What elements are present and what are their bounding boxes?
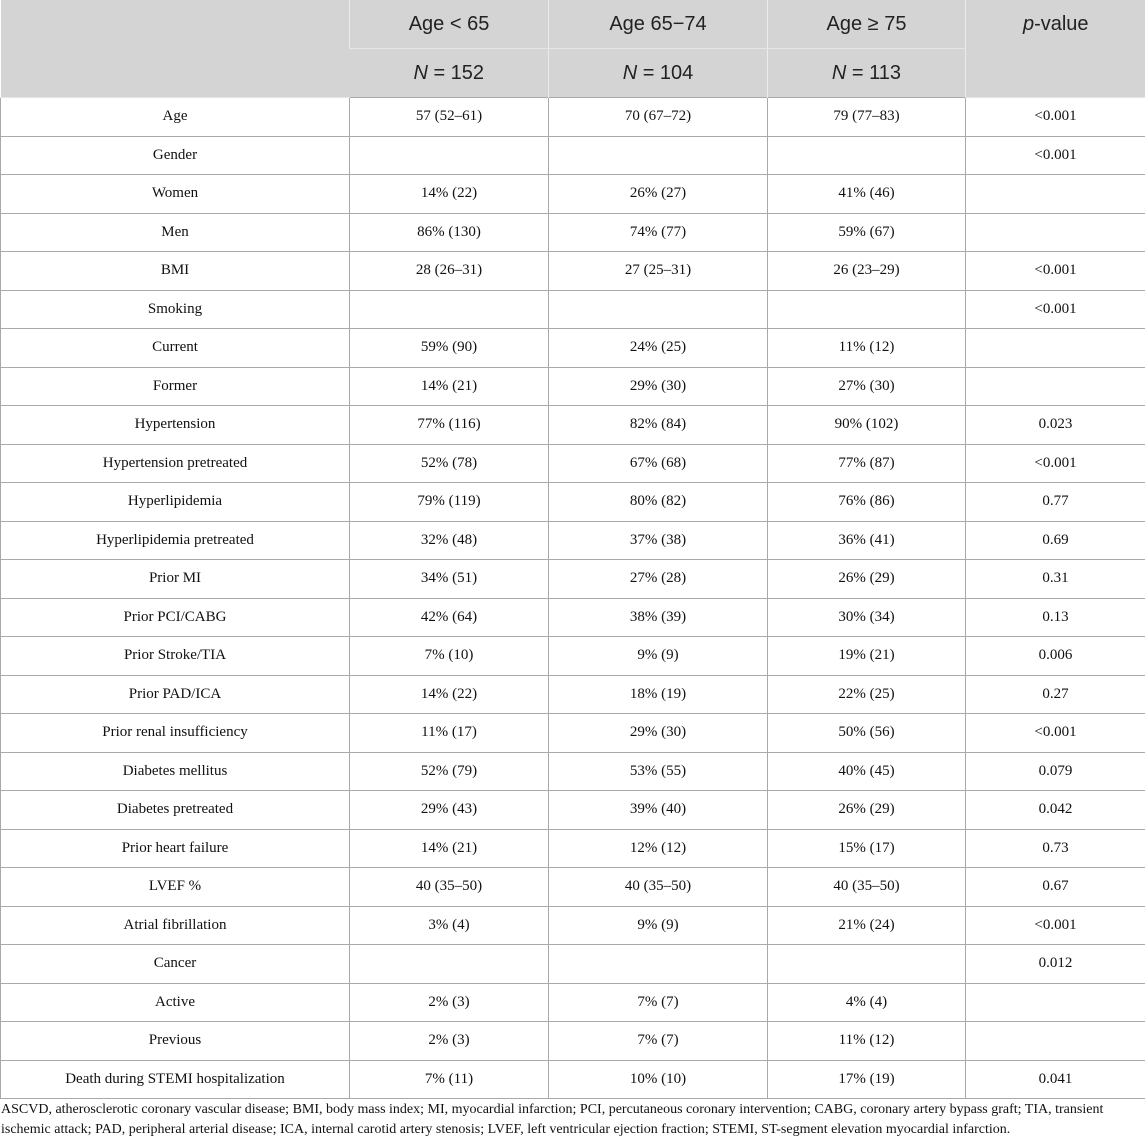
header-group-2: Age 65−74	[549, 0, 768, 49]
age-65-74-cell: 27% (28)	[549, 560, 768, 599]
row-label-cell: Former	[1, 367, 350, 406]
row-label-cell: Men	[1, 213, 350, 252]
age-75-plus-cell: 90% (102)	[768, 406, 966, 445]
row-label-cell: Prior heart failure	[1, 829, 350, 868]
row-label-cell: Current	[1, 329, 350, 368]
age-under-65-cell: 14% (22)	[350, 175, 549, 214]
p-value-cell: <0.001	[966, 136, 1145, 175]
age-65-74-cell: 82% (84)	[549, 406, 768, 445]
p-value-cell: 0.041	[966, 1060, 1145, 1099]
age-75-plus-cell: 17% (19)	[768, 1060, 966, 1099]
table-row	[1, 560, 1145, 599]
age-under-65-cell: 79% (119)	[350, 483, 549, 522]
age-75-plus-cell: 50% (56)	[768, 714, 966, 753]
table-row	[1, 1060, 1145, 1099]
p-value-cell	[966, 213, 1145, 252]
row-label-cell: Hypertension pretreated	[1, 444, 350, 483]
p-value-cell: 0.69	[966, 521, 1145, 560]
row-label-cell: Prior Stroke/TIA	[1, 637, 350, 676]
age-under-65-cell	[350, 290, 549, 329]
age-65-74-cell: 40 (35–50)	[549, 868, 768, 907]
row-label-cell: Atrial fibrillation	[1, 906, 350, 945]
table-row	[1, 367, 1145, 406]
p-value-cell: 0.67	[966, 868, 1145, 907]
age-under-65-cell: 7% (11)	[350, 1060, 549, 1099]
table-row	[1, 136, 1145, 175]
table-footnote: ASCVD, atherosclerotic coronary vascular disease; BMI, body mass index; MI, myocardial infarction; PCI, percutaneous coronary intervention; CABG, coronary artery bypass graft; TIA, transient ischemic attack; PAD, peripheral arterial disease; ICA, internal carotid artery stenosis; LVEF, left ventricular ejection fraction; STEMI, ST-segment elevation myocardial infarction.	[1, 1102, 1104, 1137]
p-value-cell: <0.001	[966, 98, 1145, 137]
table-row	[1, 406, 1145, 445]
age-65-74-cell: 12% (12)	[549, 829, 768, 868]
age-75-plus-cell: 11% (12)	[768, 329, 966, 368]
age-75-plus-cell: 77% (87)	[768, 444, 966, 483]
row-label-cell: Hyperlipidemia	[1, 483, 350, 522]
row-label-cell: Age	[1, 98, 350, 137]
table-header	[1, 0, 1145, 98]
age-65-74-cell: 67% (68)	[549, 444, 768, 483]
age-75-plus-cell: 30% (34)	[768, 598, 966, 637]
age-under-65-cell: 59% (90)	[350, 329, 549, 368]
table-row	[1, 444, 1145, 483]
table-row	[1, 98, 1145, 137]
n-symbol: N	[413, 61, 428, 84]
p-value-cell	[966, 329, 1145, 368]
header-group-3: Age ≥ 75	[768, 0, 966, 49]
row-label-cell: BMI	[1, 252, 350, 291]
table-row	[1, 714, 1145, 753]
age-under-65-cell: 57 (52–61)	[350, 98, 549, 137]
p-value-cell: 0.77	[966, 483, 1145, 522]
age-under-65-cell: 32% (48)	[350, 521, 549, 560]
age-65-74-cell: 7% (7)	[549, 1022, 768, 1061]
row-label-cell: Previous	[1, 1022, 350, 1061]
p-value-cell: 0.042	[966, 791, 1145, 830]
table-row	[1, 829, 1145, 868]
table-row	[1, 329, 1145, 368]
age-75-plus-cell	[768, 945, 966, 984]
age-65-74-cell: 24% (25)	[549, 329, 768, 368]
age-65-74-cell: 29% (30)	[549, 714, 768, 753]
age-under-65-cell: 2% (3)	[350, 983, 549, 1022]
table-row	[1, 598, 1145, 637]
table-row	[1, 213, 1145, 252]
p-value-cell: 0.31	[966, 560, 1145, 599]
table-row	[1, 637, 1145, 676]
age-65-74-cell: 26% (27)	[549, 175, 768, 214]
age-75-plus-cell: 79 (77–83)	[768, 98, 966, 137]
p-value-cell: <0.001	[966, 714, 1145, 753]
row-label-cell: Cancer	[1, 945, 350, 984]
table-row	[1, 1022, 1145, 1061]
p-value-cell: <0.001	[966, 252, 1145, 291]
p-value-cell: 0.006	[966, 637, 1145, 676]
age-under-65-cell: 11% (17)	[350, 714, 549, 753]
row-label-cell: Prior PCI/CABG	[1, 598, 350, 637]
age-75-plus-cell: 40 (35–50)	[768, 868, 966, 907]
header-group-1: Age < 65	[350, 0, 549, 49]
p-value-cell: <0.001	[966, 906, 1145, 945]
n-value: = 104	[637, 61, 694, 84]
age-75-plus-cell: 22% (25)	[768, 675, 966, 714]
age-75-plus-cell: 26% (29)	[768, 560, 966, 599]
p-value-cell	[966, 367, 1145, 406]
p-value-cell: 0.13	[966, 598, 1145, 637]
row-label-cell: Hypertension	[1, 406, 350, 445]
row-label-cell: Active	[1, 983, 350, 1022]
age-under-65-cell	[350, 945, 549, 984]
age-under-65-cell: 7% (10)	[350, 637, 549, 676]
header-corner-cell	[1, 0, 350, 98]
p-value-cell	[966, 983, 1145, 1022]
header-row-groups	[1, 0, 1145, 49]
n-value: = 152	[427, 61, 485, 84]
p-value-cell: 0.27	[966, 675, 1145, 714]
age-under-65-cell: 14% (22)	[350, 675, 549, 714]
pvalue-italic-p: p	[1022, 13, 1035, 35]
row-label-cell: Women	[1, 175, 350, 214]
row-label-cell: Smoking	[1, 290, 350, 329]
age-65-74-cell: 53% (55)	[549, 752, 768, 791]
age-75-plus-cell: 19% (21)	[768, 637, 966, 676]
age-75-plus-cell: 11% (12)	[768, 1022, 966, 1061]
table-row	[1, 752, 1145, 791]
age-75-plus-cell: 59% (67)	[768, 213, 966, 252]
age-65-74-cell: 7% (7)	[549, 983, 768, 1022]
p-value-cell	[966, 1022, 1145, 1061]
age-under-65-cell: 34% (51)	[350, 560, 549, 599]
age-65-74-cell: 38% (39)	[549, 598, 768, 637]
n-value: = 113	[846, 61, 902, 84]
header-n-2	[549, 49, 768, 98]
header-n-1	[350, 49, 549, 98]
row-label-cell: Prior PAD/ICA	[1, 675, 350, 714]
age-75-plus-cell: 41% (46)	[768, 175, 966, 214]
age-75-plus-cell: 76% (86)	[768, 483, 966, 522]
row-label-cell: Death during STEMI hospitalization	[1, 1060, 350, 1099]
age-65-74-cell: 9% (9)	[549, 906, 768, 945]
p-value-cell: 0.023	[966, 406, 1145, 445]
age-75-plus-cell: 26% (29)	[768, 791, 966, 830]
age-65-74-cell: 10% (10)	[549, 1060, 768, 1099]
age-75-plus-cell: 26 (23–29)	[768, 252, 966, 291]
row-label-cell: Prior renal insufficiency	[1, 714, 350, 753]
p-value-cell	[966, 175, 1145, 214]
age-under-65-cell: 42% (64)	[350, 598, 549, 637]
age-65-74-cell: 80% (82)	[549, 483, 768, 522]
n-symbol: N	[831, 61, 847, 84]
header-n-3	[768, 49, 966, 98]
p-value-cell: <0.001	[966, 444, 1145, 483]
age-75-plus-cell: 27% (30)	[768, 367, 966, 406]
age-under-65-cell: 52% (79)	[350, 752, 549, 791]
row-label-cell: Diabetes mellitus	[1, 752, 350, 791]
age-65-74-cell: 70 (67–72)	[549, 98, 768, 137]
age-under-65-cell: 14% (21)	[350, 367, 549, 406]
table-body	[1, 98, 1145, 1099]
table-row	[1, 791, 1145, 830]
age-65-74-cell: 9% (9)	[549, 637, 768, 676]
table-row	[1, 175, 1145, 214]
age-under-65-cell: 86% (130)	[350, 213, 549, 252]
age-75-plus-cell: 15% (17)	[768, 829, 966, 868]
age-75-plus-cell: 4% (4)	[768, 983, 966, 1022]
age-65-74-cell: 39% (40)	[549, 791, 768, 830]
age-under-65-cell: 52% (78)	[350, 444, 549, 483]
n-symbol: N	[622, 61, 638, 84]
age-65-74-cell: 18% (19)	[549, 675, 768, 714]
age-under-65-cell: 40 (35–50)	[350, 868, 549, 907]
age-65-74-cell: 29% (30)	[549, 367, 768, 406]
p-value-cell: 0.079	[966, 752, 1145, 791]
table-row	[1, 868, 1145, 907]
row-label-cell: Hyperlipidemia pretreated	[1, 521, 350, 560]
table-row	[1, 290, 1145, 329]
age-65-74-cell	[549, 136, 768, 175]
table-row	[1, 252, 1145, 291]
row-label-cell: Gender	[1, 136, 350, 175]
age-75-plus-cell	[768, 136, 966, 175]
table-row	[1, 983, 1145, 1022]
table-row	[1, 483, 1145, 522]
age-under-65-cell	[350, 136, 549, 175]
table-row	[1, 675, 1145, 714]
p-value-cell: 0.73	[966, 829, 1145, 868]
table-row	[1, 945, 1145, 984]
age-under-65-cell: 3% (4)	[350, 906, 549, 945]
age-75-plus-cell: 36% (41)	[768, 521, 966, 560]
table-row	[1, 521, 1145, 560]
age-under-65-cell: 29% (43)	[350, 791, 549, 830]
pvalue-suffix: -value	[1034, 13, 1089, 35]
header-pvalue	[966, 0, 1145, 98]
age-under-65-cell: 77% (116)	[350, 406, 549, 445]
row-label-cell: LVEF %	[1, 868, 350, 907]
table-row	[1, 906, 1145, 945]
age-65-74-cell	[549, 290, 768, 329]
age-65-74-cell: 37% (38)	[549, 521, 768, 560]
age-under-65-cell: 14% (21)	[350, 829, 549, 868]
age-65-74-cell	[549, 945, 768, 984]
p-value-cell: 0.012	[966, 945, 1145, 984]
p-value-cell: <0.001	[966, 290, 1145, 329]
row-label-cell: Prior MI	[1, 560, 350, 599]
age-75-plus-cell: 40% (45)	[768, 752, 966, 791]
age-under-65-cell: 2% (3)	[350, 1022, 549, 1061]
age-65-74-cell: 27 (25–31)	[549, 252, 768, 291]
row-label-cell: Diabetes pretreated	[1, 791, 350, 830]
age-75-plus-cell	[768, 290, 966, 329]
age-under-65-cell: 28 (26–31)	[350, 252, 549, 291]
age-75-plus-cell: 21% (24)	[768, 906, 966, 945]
age-65-74-cell: 74% (77)	[549, 213, 768, 252]
